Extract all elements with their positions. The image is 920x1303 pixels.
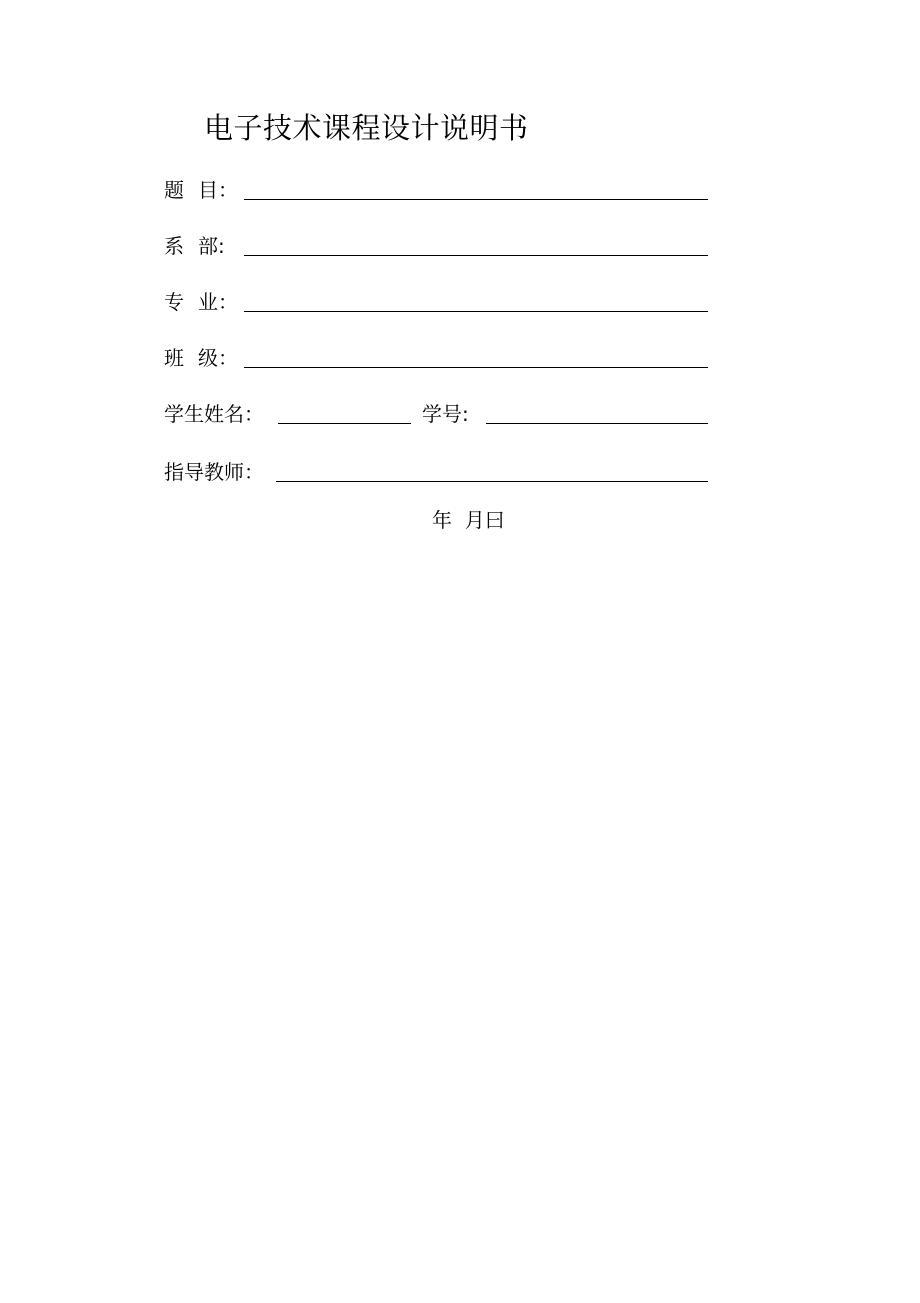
topic-row xyxy=(164,175,708,205)
date-line: 年 月曰 xyxy=(432,508,505,532)
advisor-blank[interactable] xyxy=(276,481,708,482)
class-label: 班 级： xyxy=(164,346,238,370)
student-id-label: 学号: xyxy=(422,402,469,426)
student-name-blank[interactable] xyxy=(278,423,411,424)
department-label: 系 部: xyxy=(164,234,225,258)
student-row xyxy=(164,399,708,429)
document-title: 电子技术课程设计说明书 xyxy=(204,111,529,145)
class-row xyxy=(164,343,708,373)
major-blank[interactable] xyxy=(244,311,708,312)
department-row xyxy=(164,231,708,261)
topic-blank[interactable] xyxy=(244,199,708,200)
major-row xyxy=(164,287,708,317)
topic-label: 题 目： xyxy=(164,178,238,202)
advisor-row xyxy=(164,457,708,487)
department-blank[interactable] xyxy=(244,255,708,256)
student-name-label: 学生姓名： xyxy=(164,402,264,426)
class-blank[interactable] xyxy=(244,367,708,368)
major-label: 专 业： xyxy=(164,290,238,314)
student-id-blank[interactable] xyxy=(486,423,708,424)
advisor-label: 指导教师： xyxy=(164,460,264,484)
